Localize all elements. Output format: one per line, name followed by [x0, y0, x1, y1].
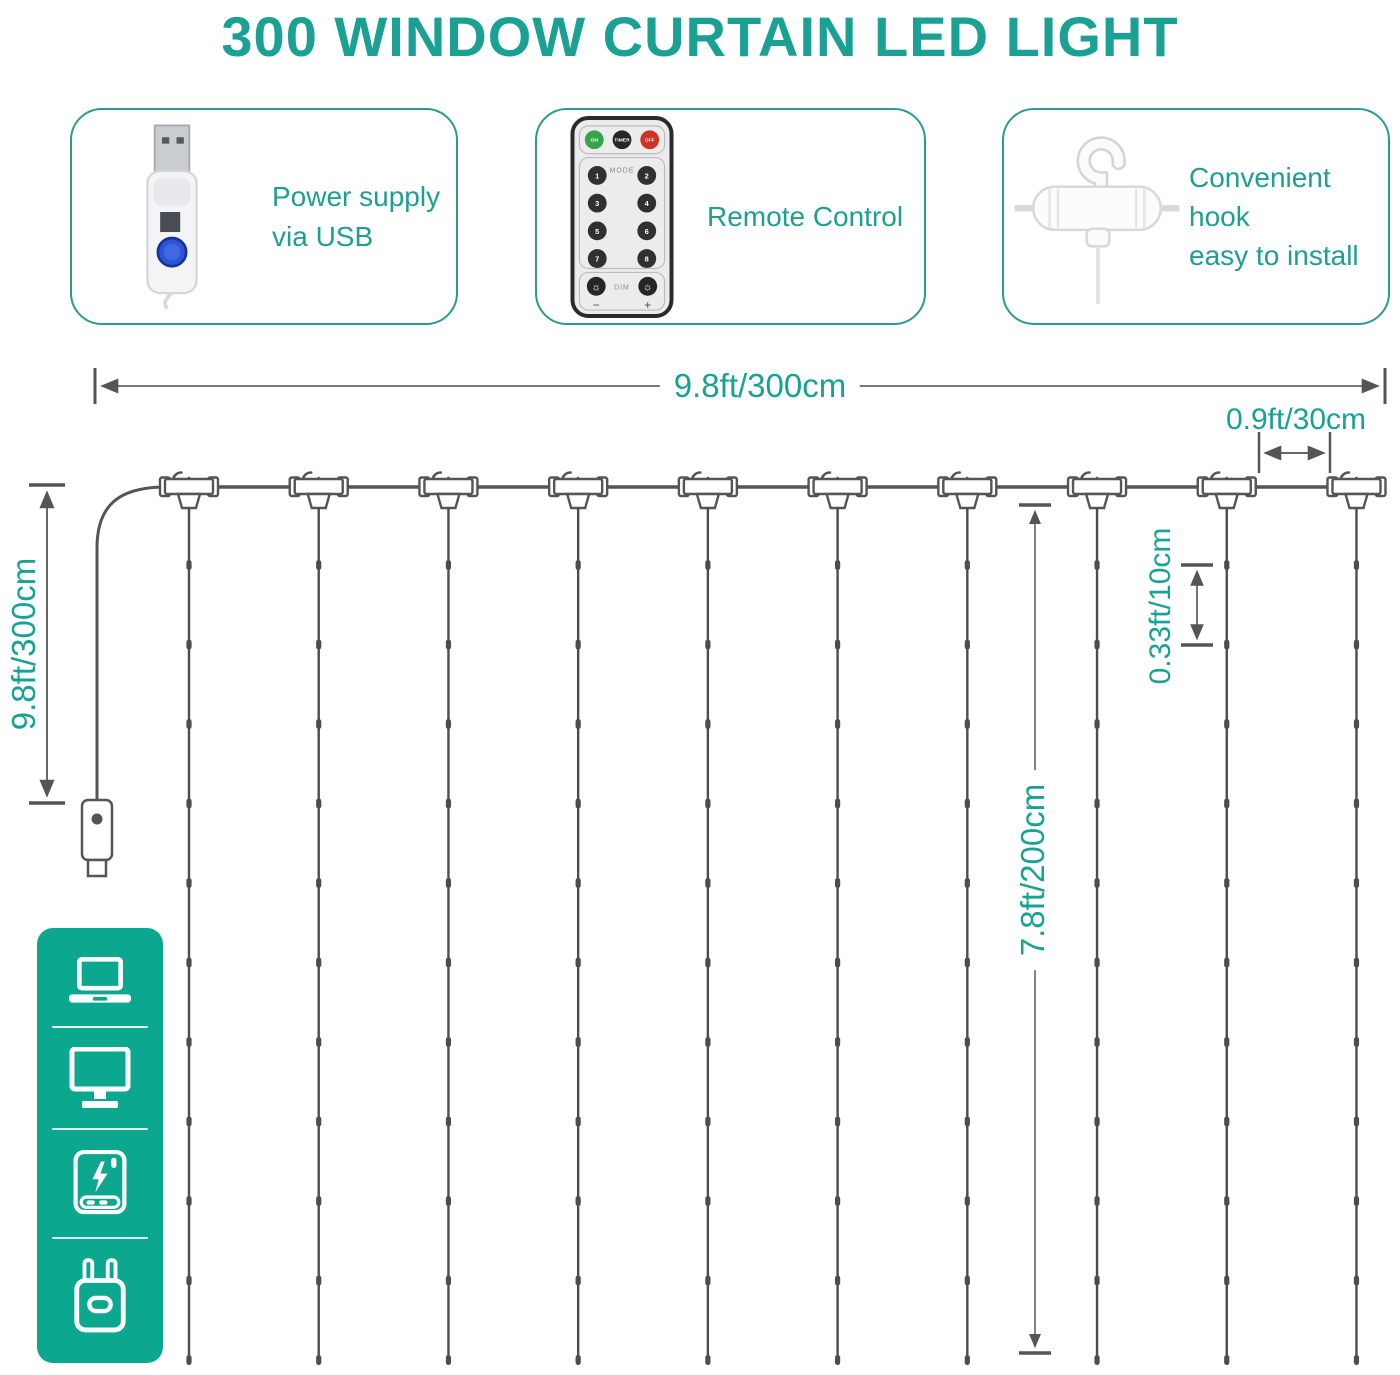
led-bead: [576, 1355, 581, 1365]
svg-text:8: 8: [644, 254, 649, 264]
led-bead: [1354, 719, 1359, 729]
led-bead: [1224, 1117, 1229, 1127]
led-bead: [316, 640, 321, 650]
led-bead: [1354, 640, 1359, 650]
led-bead: [186, 719, 191, 729]
led-bead: [705, 1037, 710, 1047]
power-source-sidebar: [37, 928, 163, 1363]
light-string: [1354, 508, 1359, 1365]
led-bead: [965, 1196, 970, 1206]
led-bead: [186, 799, 191, 809]
led-bead: [316, 1355, 321, 1365]
power-bank-icon: [37, 1130, 163, 1238]
led-bead: [446, 1117, 451, 1127]
led-bead: [705, 1196, 710, 1206]
led-bead: [835, 1196, 840, 1206]
led-bead: [835, 958, 840, 968]
light-string: [446, 508, 451, 1365]
led-bead: [835, 1037, 840, 1047]
led-bead: [1224, 719, 1229, 729]
svg-text:3: 3: [595, 198, 600, 208]
led-bead: [965, 1355, 970, 1365]
light-string: [1094, 508, 1099, 1365]
led-bead: [446, 878, 451, 888]
svg-text:TIMER: TIMER: [614, 138, 630, 144]
feature-label-hook-line1: Convenient hook: [1189, 161, 1331, 232]
led-bead: [705, 560, 710, 570]
led-bead: [186, 640, 191, 650]
led-bead: [576, 799, 581, 809]
light-string: [965, 508, 970, 1365]
hook-unit: [679, 472, 737, 508]
dim-label-total-height: 9.8ft/300cm: [5, 557, 42, 731]
led-bead: [1354, 878, 1359, 888]
led-bead: [1094, 1037, 1099, 1047]
light-string: [835, 508, 840, 1365]
led-bead: [1094, 719, 1099, 729]
led-bead: [1354, 1196, 1359, 1206]
led-bead: [1094, 958, 1099, 968]
led-bead: [316, 1037, 321, 1047]
led-bead: [1094, 1355, 1099, 1365]
led-bead: [965, 1117, 970, 1127]
svg-text:ON: ON: [590, 138, 598, 144]
hook-unit: [419, 472, 477, 508]
led-bead: [1224, 799, 1229, 809]
led-bead: [705, 719, 710, 729]
svg-text:4: 4: [644, 198, 649, 208]
svg-text:MODE: MODE: [609, 166, 635, 174]
led-bead: [835, 1355, 840, 1365]
led-bead: [576, 1117, 581, 1127]
led-bead: [316, 719, 321, 729]
hook-unit: [809, 472, 867, 508]
led-bead: [576, 1037, 581, 1047]
led-bead: [1354, 1355, 1359, 1365]
led-bead: [316, 878, 321, 888]
led-bead: [1224, 878, 1229, 888]
led-bead: [835, 1276, 840, 1286]
led-bead: [1094, 1276, 1099, 1286]
led-bead: [835, 1117, 840, 1127]
led-bead: [186, 1276, 191, 1286]
led-bead: [1224, 640, 1229, 650]
led-bead: [1094, 1196, 1099, 1206]
feature-label-remote: Remote Control: [707, 200, 904, 232]
led-bead: [1094, 1117, 1099, 1127]
led-bead: [705, 958, 710, 968]
hook-unit: [1068, 472, 1126, 508]
led-bead: [446, 1037, 451, 1047]
led-bead: [446, 958, 451, 968]
led-bead: [446, 719, 451, 729]
led-bead: [186, 560, 191, 570]
led-bead: [1354, 799, 1359, 809]
hook-unit: [1327, 472, 1385, 508]
led-bead: [576, 1196, 581, 1206]
svg-text:7: 7: [595, 254, 600, 264]
svg-text:DIM: DIM: [614, 283, 630, 291]
led-bead: [1224, 958, 1229, 968]
led-bead: [965, 560, 970, 570]
led-bead: [1224, 1276, 1229, 1286]
led-bead: [446, 1196, 451, 1206]
svg-text:2: 2: [644, 170, 649, 180]
led-bead: [576, 878, 581, 888]
led-bead: [835, 640, 840, 650]
svg-text:OFF: OFF: [644, 138, 655, 144]
led-bead: [316, 1117, 321, 1127]
dim-label-drop-length: 7.8ft/200cm: [1012, 770, 1054, 970]
feature-label-hook-line2: easy to install: [1189, 240, 1359, 272]
led-bead: [446, 640, 451, 650]
led-bead: [1094, 878, 1099, 888]
led-bead: [965, 719, 970, 729]
light-string: [186, 508, 191, 1365]
led-bead: [1354, 1037, 1359, 1047]
led-bead: [835, 878, 840, 888]
led-bead: [186, 1037, 191, 1047]
dim-label-hook-spacing: 0.9ft/30cm: [1225, 403, 1367, 436]
led-bead: [576, 1276, 581, 1286]
hook-unit: [1198, 472, 1256, 508]
led-bead: [1354, 560, 1359, 570]
curtain-strings: [160, 472, 1385, 1365]
led-bead: [446, 1355, 451, 1365]
svg-text:+: +: [644, 297, 652, 312]
led-bead: [1094, 640, 1099, 650]
led-bead: [1224, 1355, 1229, 1365]
led-bead: [835, 799, 840, 809]
led-bead: [965, 958, 970, 968]
svg-text:☼: ☼: [591, 280, 602, 293]
led-bead: [965, 1037, 970, 1047]
laptop-icon: [37, 938, 163, 1026]
led-bead: [186, 1355, 191, 1365]
light-string: [1224, 508, 1229, 1365]
hook-unit: [938, 472, 996, 508]
svg-text:−: −: [592, 297, 600, 312]
led-bead: [705, 1276, 710, 1286]
dim-label-led-spacing: 0.33ft/10cm: [1144, 527, 1177, 685]
led-bead: [835, 560, 840, 570]
light-string: [705, 508, 710, 1365]
led-bead: [705, 1355, 710, 1365]
led-bead: [705, 640, 710, 650]
led-bead: [316, 1196, 321, 1206]
led-bead: [186, 1196, 191, 1206]
hook-unit: [160, 472, 218, 508]
led-bead: [965, 1276, 970, 1286]
led-bead: [1224, 560, 1229, 570]
led-bead: [965, 640, 970, 650]
led-bead: [186, 1117, 191, 1127]
led-bead: [576, 640, 581, 650]
led-bead: [1224, 1196, 1229, 1206]
monitor-icon: [37, 1028, 163, 1128]
led-bead: [1354, 958, 1359, 968]
wall-plug-icon: [37, 1239, 163, 1353]
svg-text:☼: ☼: [642, 280, 653, 293]
page-title: 300 WINDOW CURTAIN LED LIGHT: [221, 5, 1179, 68]
light-string: [576, 508, 581, 1365]
led-bead: [705, 799, 710, 809]
light-string: [316, 508, 321, 1365]
svg-text:6: 6: [644, 226, 649, 236]
led-bead: [576, 958, 581, 968]
dim-line-led-spacing: [1181, 565, 1213, 645]
led-bead: [1224, 1037, 1229, 1047]
dim-line-hook-spacing: [1259, 432, 1330, 473]
led-bead: [1094, 560, 1099, 570]
usb-controller: [82, 800, 112, 876]
led-bead: [1354, 1117, 1359, 1127]
svg-text:1: 1: [595, 170, 600, 180]
led-bead: [316, 560, 321, 570]
led-bead: [186, 878, 191, 888]
led-bead: [446, 799, 451, 809]
led-bead: [576, 560, 581, 570]
led-bead: [965, 799, 970, 809]
led-bead: [965, 878, 970, 888]
svg-text:5: 5: [595, 226, 600, 236]
dim-label-total-width: 9.8ft/300cm: [660, 365, 860, 407]
led-bead: [1094, 799, 1099, 809]
led-bead: [316, 799, 321, 809]
led-bead: [705, 878, 710, 888]
hook-unit: [290, 472, 348, 508]
led-bead: [316, 1276, 321, 1286]
led-bead: [576, 719, 581, 729]
hook-unit: [549, 472, 607, 508]
led-bead: [446, 560, 451, 570]
led-bead: [705, 1117, 710, 1127]
led-bead: [1354, 1276, 1359, 1286]
led-bead: [835, 719, 840, 729]
led-bead: [186, 958, 191, 968]
led-bead: [316, 958, 321, 968]
led-bead: [446, 1276, 451, 1286]
feature-label-usb: Power supply via USB: [272, 181, 441, 252]
